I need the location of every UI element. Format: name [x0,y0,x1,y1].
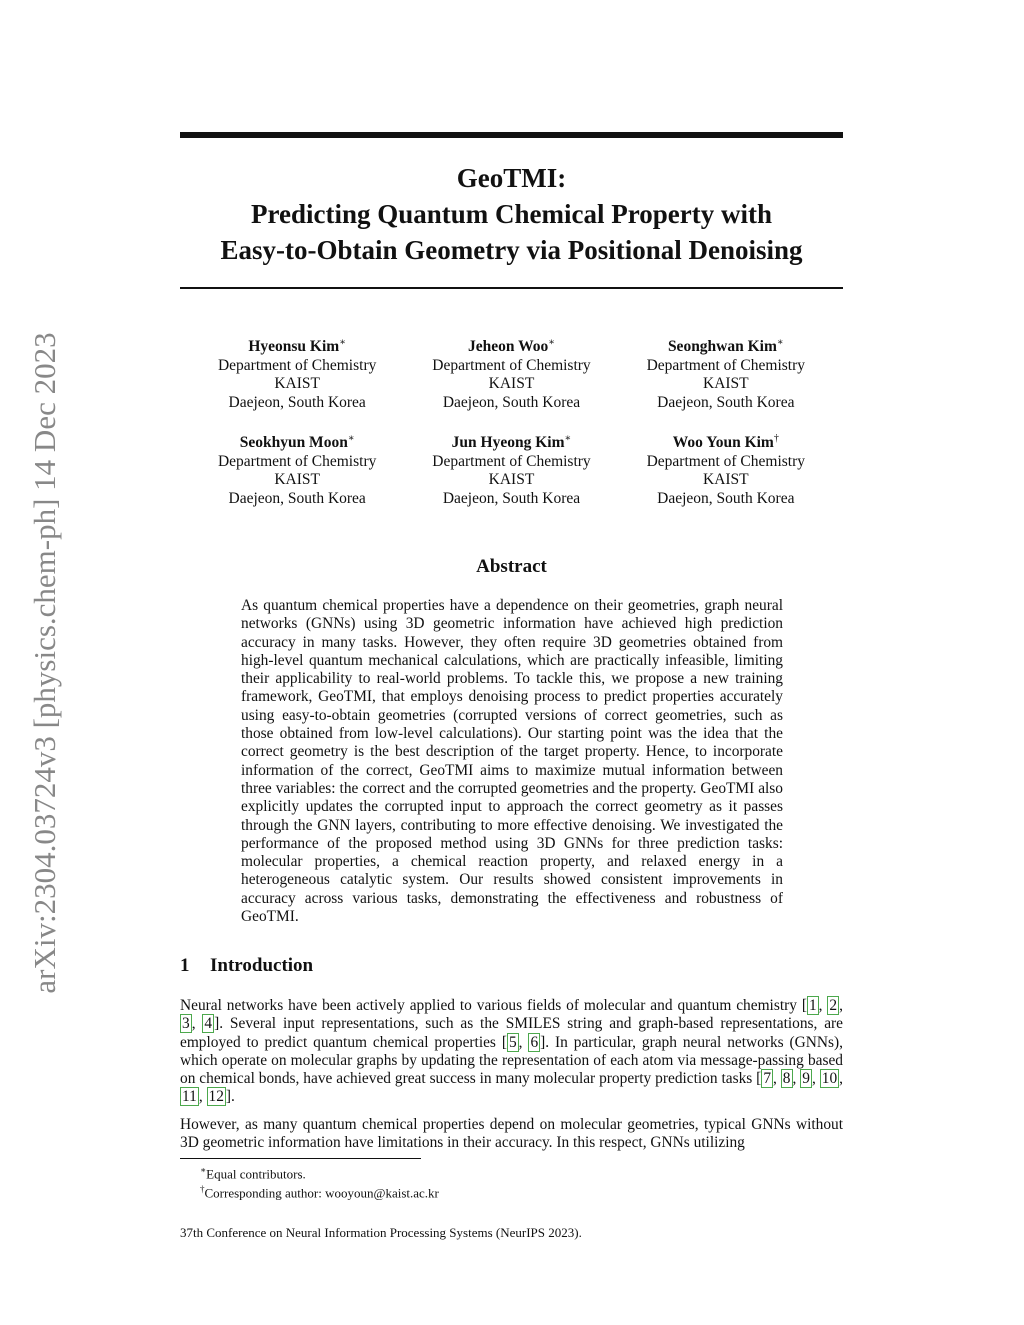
section-heading-introduction [180,955,313,977]
author-institution: KAIST [274,375,320,393]
footnote-corresponding-author [200,1181,439,1201]
abstract-text: As quantum chemical properties have a dependence on their geometries, graph neural networks (GNNs) using 3D geometric information have achieved high prediction accuracy in many tasks. However, they often require 3D geometries obtained from high-level quantum mechanical calculations, which are practically infeasible, limiting their applicability to real-world problems. To tackle this, we propose a new training framework, GeoTMI, that employs denoising process to predict properties accurately using easy-to-obtain geometries (corrupted versions of correct geometries, such as those obtained from low-level calculations). Our starting point was the idea that the correct geometry is the best description of the target property. Hence, to incorporate information of the correct, GeoTMI aims to maximize mutual information between three variables: the correct and the corrupted geometries and the property. GeoTMI also explicitly updates the corrupted input to approach the correct geometry as it passes through the GNN layers, contributing to more effective denoising. We investigated the performance of the proposed method using 3D GNNs for three prediction tasks: molecular properties, a chemical reaction property, and relaxed energy in a heterogeneous catalytic system. Our results showed consistent improvements in accuracy across various tasks, demonstrating the effectiveness and robustness of GeoTMI. [241,597,783,926]
author-name: Seonghwan Kim [667,338,777,356]
citation-link[interactable]: 1 [808,997,817,1014]
author-department: Department of Chemistry [646,356,806,374]
citation-link[interactable]: 11 [182,1088,197,1106]
title-line-1: GeoTMI: [456,163,567,193]
abstract-heading: Abstract [476,556,547,577]
author-institution: KAIST [703,471,749,489]
citation-link[interactable]: 12 [208,1088,224,1106]
author-mark: ∗ [339,337,346,348]
title-top-rule [180,132,843,138]
intro-text: ]. [225,1088,235,1106]
author-mark: ∗ [548,337,556,348]
arxiv-sidebar-stamp: arXiv:2304.03724v3 [physics.chem-ph] 14 Dec 2023 [27,332,62,994]
section-number: 1 [180,955,190,976]
author-name: Seokhyun Moon [239,434,348,452]
footnote-mark: ∗ [200,1165,207,1175]
author-name: Jun Hyeong Kim [451,434,565,452]
author-institution: KAIST [488,471,535,489]
author-card [619,334,833,412]
citation-link[interactable]: 10 [821,1070,838,1088]
intro-text: Neural networks have been actively applied to various fields of molecular and quantum chemistry [ [180,997,807,1014]
author-name: Hyeonsu Kim [248,338,340,356]
footnote-text: Corresponding author: wooyoun@kaist.ac.kr [204,1185,439,1201]
author-card [619,430,833,508]
citation-group: 1 , 2 , 3 , 4 [182,997,843,1033]
citation-group: 7 , 8 , 9 , 10 , 11 , 12 [182,1070,844,1106]
author-department: Department of Chemistry [217,356,377,374]
title-line-2: Predicting Quantum Chemical Property with [251,199,772,229]
author-institution: KAIST [274,471,320,489]
author-department: Department of Chemistry [217,452,377,470]
author-mark: ∗ [347,433,355,445]
author-card [404,430,618,508]
footnote-equal-contributors [200,1162,306,1182]
author-institution: KAIST [703,375,749,393]
author-institution: KAIST [488,375,535,393]
footnote-text: Equal contributors. [206,1166,306,1182]
author-block [190,334,833,508]
paper-title [180,160,843,268]
author-card [404,334,618,412]
citation-link[interactable]: 2 [829,997,838,1014]
conference-note: 37th Conference on Neural Information Processing Systems (NeurIPS 2023). [180,1225,582,1240]
citation-link[interactable]: 4 [204,1015,213,1033]
intro-paragraph-2: However, as many quantum chemical properties depend on molecular geometries, typical GNNs without 3D geometric information have limitations in their accuracy. In this respect, GNNs utilizing [180,1116,843,1152]
author-mark: † [773,433,779,445]
author-location: Daejeon, South Korea [657,489,795,507]
citation-group: 5 , 6 [508,1033,539,1051]
author-card [190,334,404,412]
author-location: Daejeon, South Korea [228,489,366,507]
citation-link[interactable]: 7 [763,1070,772,1088]
intro-text: ]. Several input representations, such as the SMILES string and graph-based representations, are employed to predict quantum chemical properties [ [180,1015,843,1051]
author-department: Department of Chemistry [646,452,806,470]
author-name: Jeheon Woo [467,338,549,356]
author-location: Daejeon, South Korea [442,393,581,411]
author-mark: ∗ [776,337,784,348]
intro-paragraph-1 [180,997,843,1107]
citation-link[interactable]: 9 [802,1070,810,1088]
author-location: Daejeon, South Korea [228,393,366,411]
footnote-rule [180,1158,421,1159]
citation-link[interactable]: 8 [782,1070,791,1088]
title-bottom-rule [180,287,843,289]
citation-link[interactable]: 5 [508,1033,517,1051]
author-department: Department of Chemistry [432,356,591,374]
author-department: Department of Chemistry [432,452,591,470]
author-mark: ∗ [564,433,572,445]
author-location: Daejeon, South Korea [657,393,795,411]
author-card [190,430,404,508]
section-title: Introduction [210,955,314,976]
citation-link[interactable]: 3 [182,1015,190,1033]
author-name: Woo Youn Kim [672,434,774,452]
footnote-mark: † [200,1184,205,1194]
title-line-3: Easy-to-Obtain Geometry via Positional Denoising [220,235,803,265]
citation-link[interactable]: 6 [530,1033,539,1051]
author-location: Daejeon, South Korea [442,489,581,507]
intro-text: ]. In particular, graph neural networks (GNNs), which operate on molecular graphs by updating the representation of each atom via message-passing based on chemical bonds, have achieved great success in many molecular property prediction tasks [ [180,1033,843,1088]
